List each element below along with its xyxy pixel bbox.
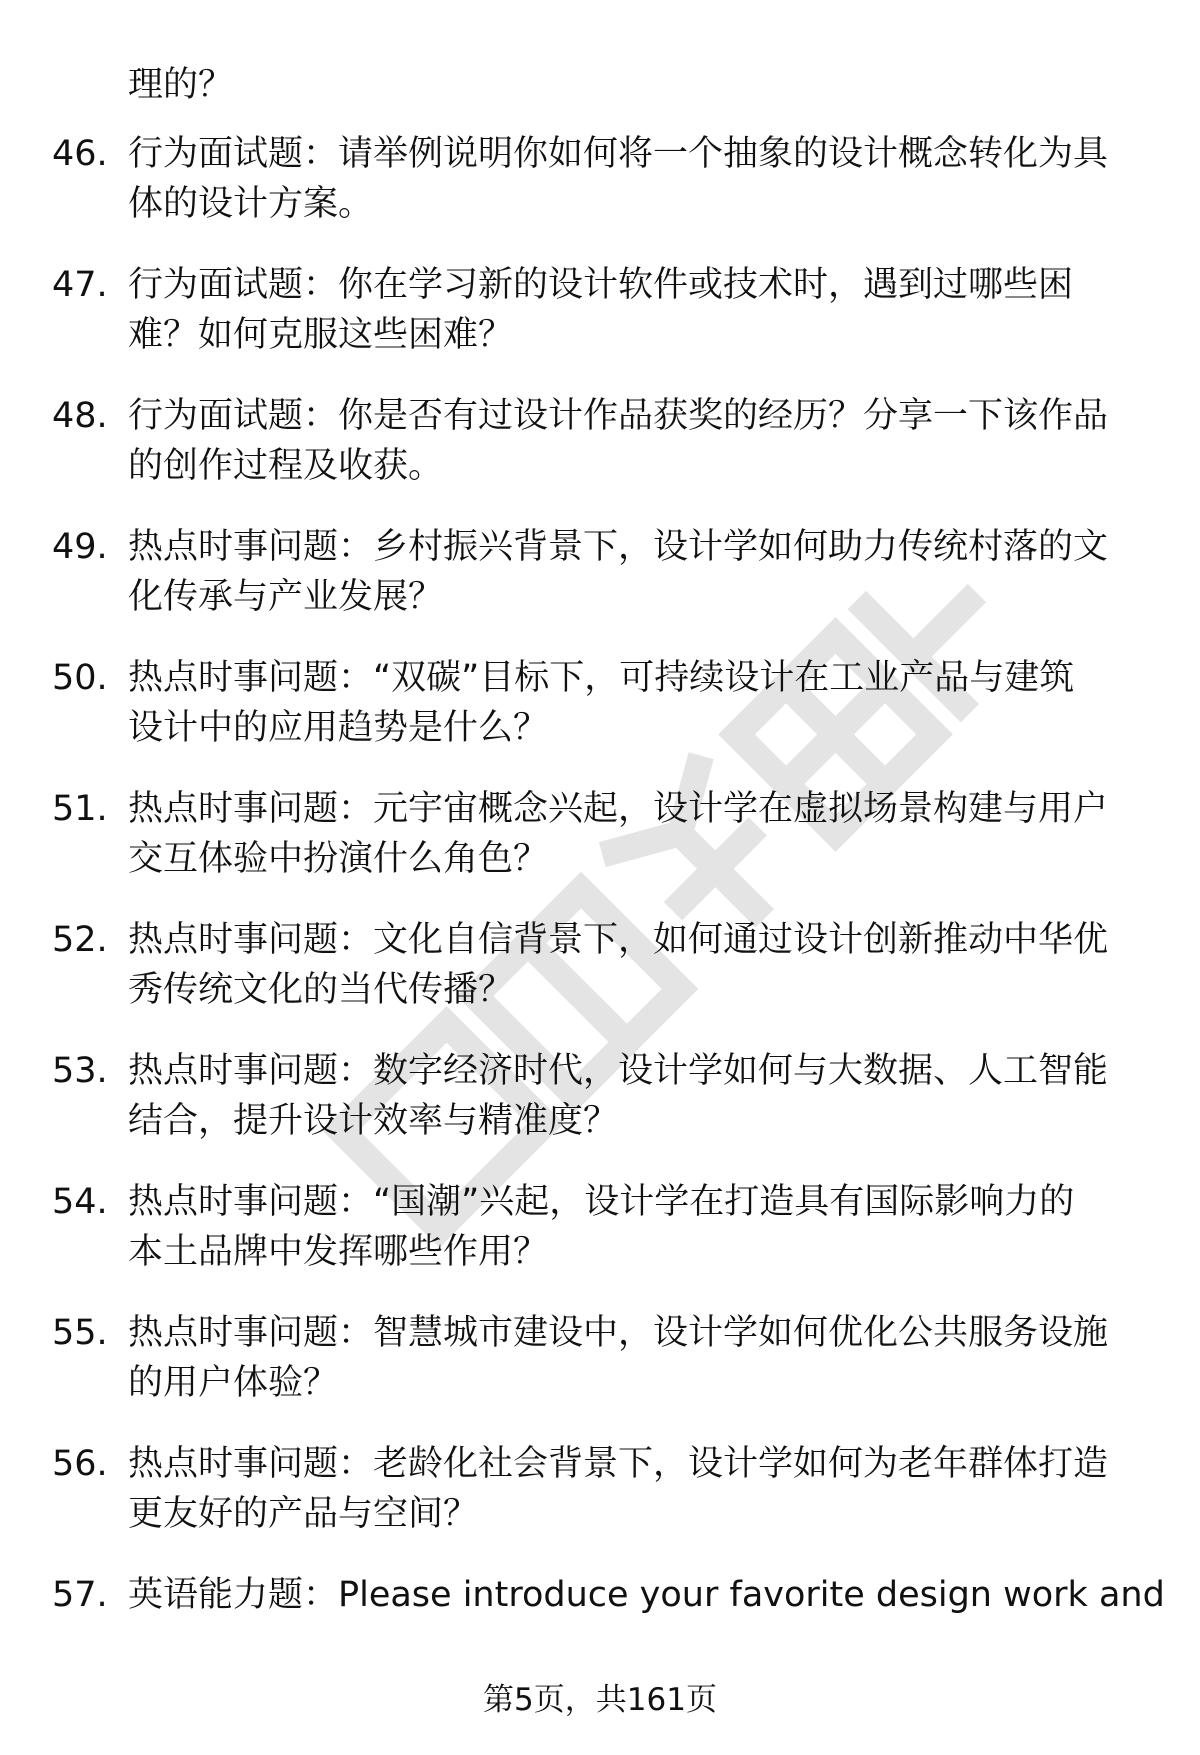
question-text-line-2: 化传承与产业发展？ [128,577,444,617]
question-number: 48. [52,396,108,436]
question-text-line-2: 本土品牌中发挥哪些作用？ [128,1232,549,1272]
list-item [0,1440,1200,1571]
continued-question-text: 理的？ [128,65,234,105]
question-text-line-2: 更友好的产品与空间？ [128,1494,479,1534]
question-text-line-1: 热点时事问题：元宇宙概念兴起，设计学在虚拟场景构建与用户 [128,789,1109,829]
question-text-line-1: 行为面试题：请举例说明你如何将一个抽象的设计概念转化为具 [128,134,1109,174]
question-text-line-2: 的创作过程及收获。 [128,446,444,486]
question-number: 51. [52,789,108,829]
question-list [0,130,1200,1702]
list-item [0,1309,1200,1440]
question-text-line-1: 热点时事问题：数字经济时代，设计学如何与大数据、人工智能 [128,1051,1109,1091]
question-text-line-1: 热点时事问题：老龄化社会背景下，设计学如何为老年群体打造 [128,1444,1109,1484]
list-item [0,785,1200,916]
question-text-line-2: 设计中的应用趋势是什么？ [128,708,549,748]
question-text-line-1: 热点时事问题：“双碳”目标下，可持续设计在工业产品与建筑 [128,658,1075,698]
question-text-line-1: 热点时事问题：智慧城市建设中，设计学如何优化公共服务设施 [128,1313,1109,1353]
page-number-footer: 第5页，共161页 [483,1682,717,1718]
question-text-line-1: 热点时事问题：“国潮”兴起，设计学在打造具有国际影响力的 [128,1182,1075,1222]
list-item [0,654,1200,785]
list-item [0,261,1200,392]
list-item [0,392,1200,523]
question-number: 53. [52,1051,108,1091]
question-number: 46. [52,134,108,174]
question-text-line-2: 交互体验中扮演什么角色？ [128,839,549,879]
list-item [0,523,1200,654]
question-text-line-2: 秀传统文化的当代传播？ [128,970,514,1010]
list-item [0,916,1200,1047]
question-number: 57. [52,1575,108,1615]
question-text-line-1: 行为面试题：你在学习新的设计软件或技术时，遇到过哪些困 [128,265,1074,305]
question-text-line-2: 难？如何克服这些困难？ [128,315,514,355]
question-text-line-2: 体的设计方案。 [128,184,374,224]
list-item [0,1178,1200,1309]
question-number: 49. [52,527,108,567]
question-number: 55. [52,1313,108,1353]
question-number: 56. [52,1444,108,1484]
question-text-line-1: 热点时事问题：文化自信背景下，如何通过设计创新推动中华优 [128,920,1109,960]
question-number: 52. [52,920,108,960]
question-number: 47. [52,265,108,305]
question-text-line-1: 行为面试题：你是否有过设计作品获奖的经历？分享一下该作品 [128,396,1109,436]
question-text-line-1: 英语能力题：Please introduce your favorite design work and [128,1575,1165,1615]
list-item [0,130,1200,261]
question-number: 54. [52,1182,108,1222]
question-text-line-1: 热点时事问题：乡村振兴背景下，设计学如何助力传统村落的文 [128,527,1109,567]
question-text-line-2: 结合，提升设计效率与精准度？ [128,1101,619,1141]
question-text-line-2: 的用户体验？ [128,1363,339,1403]
question-number: 50. [52,658,108,698]
list-item [0,1047,1200,1178]
